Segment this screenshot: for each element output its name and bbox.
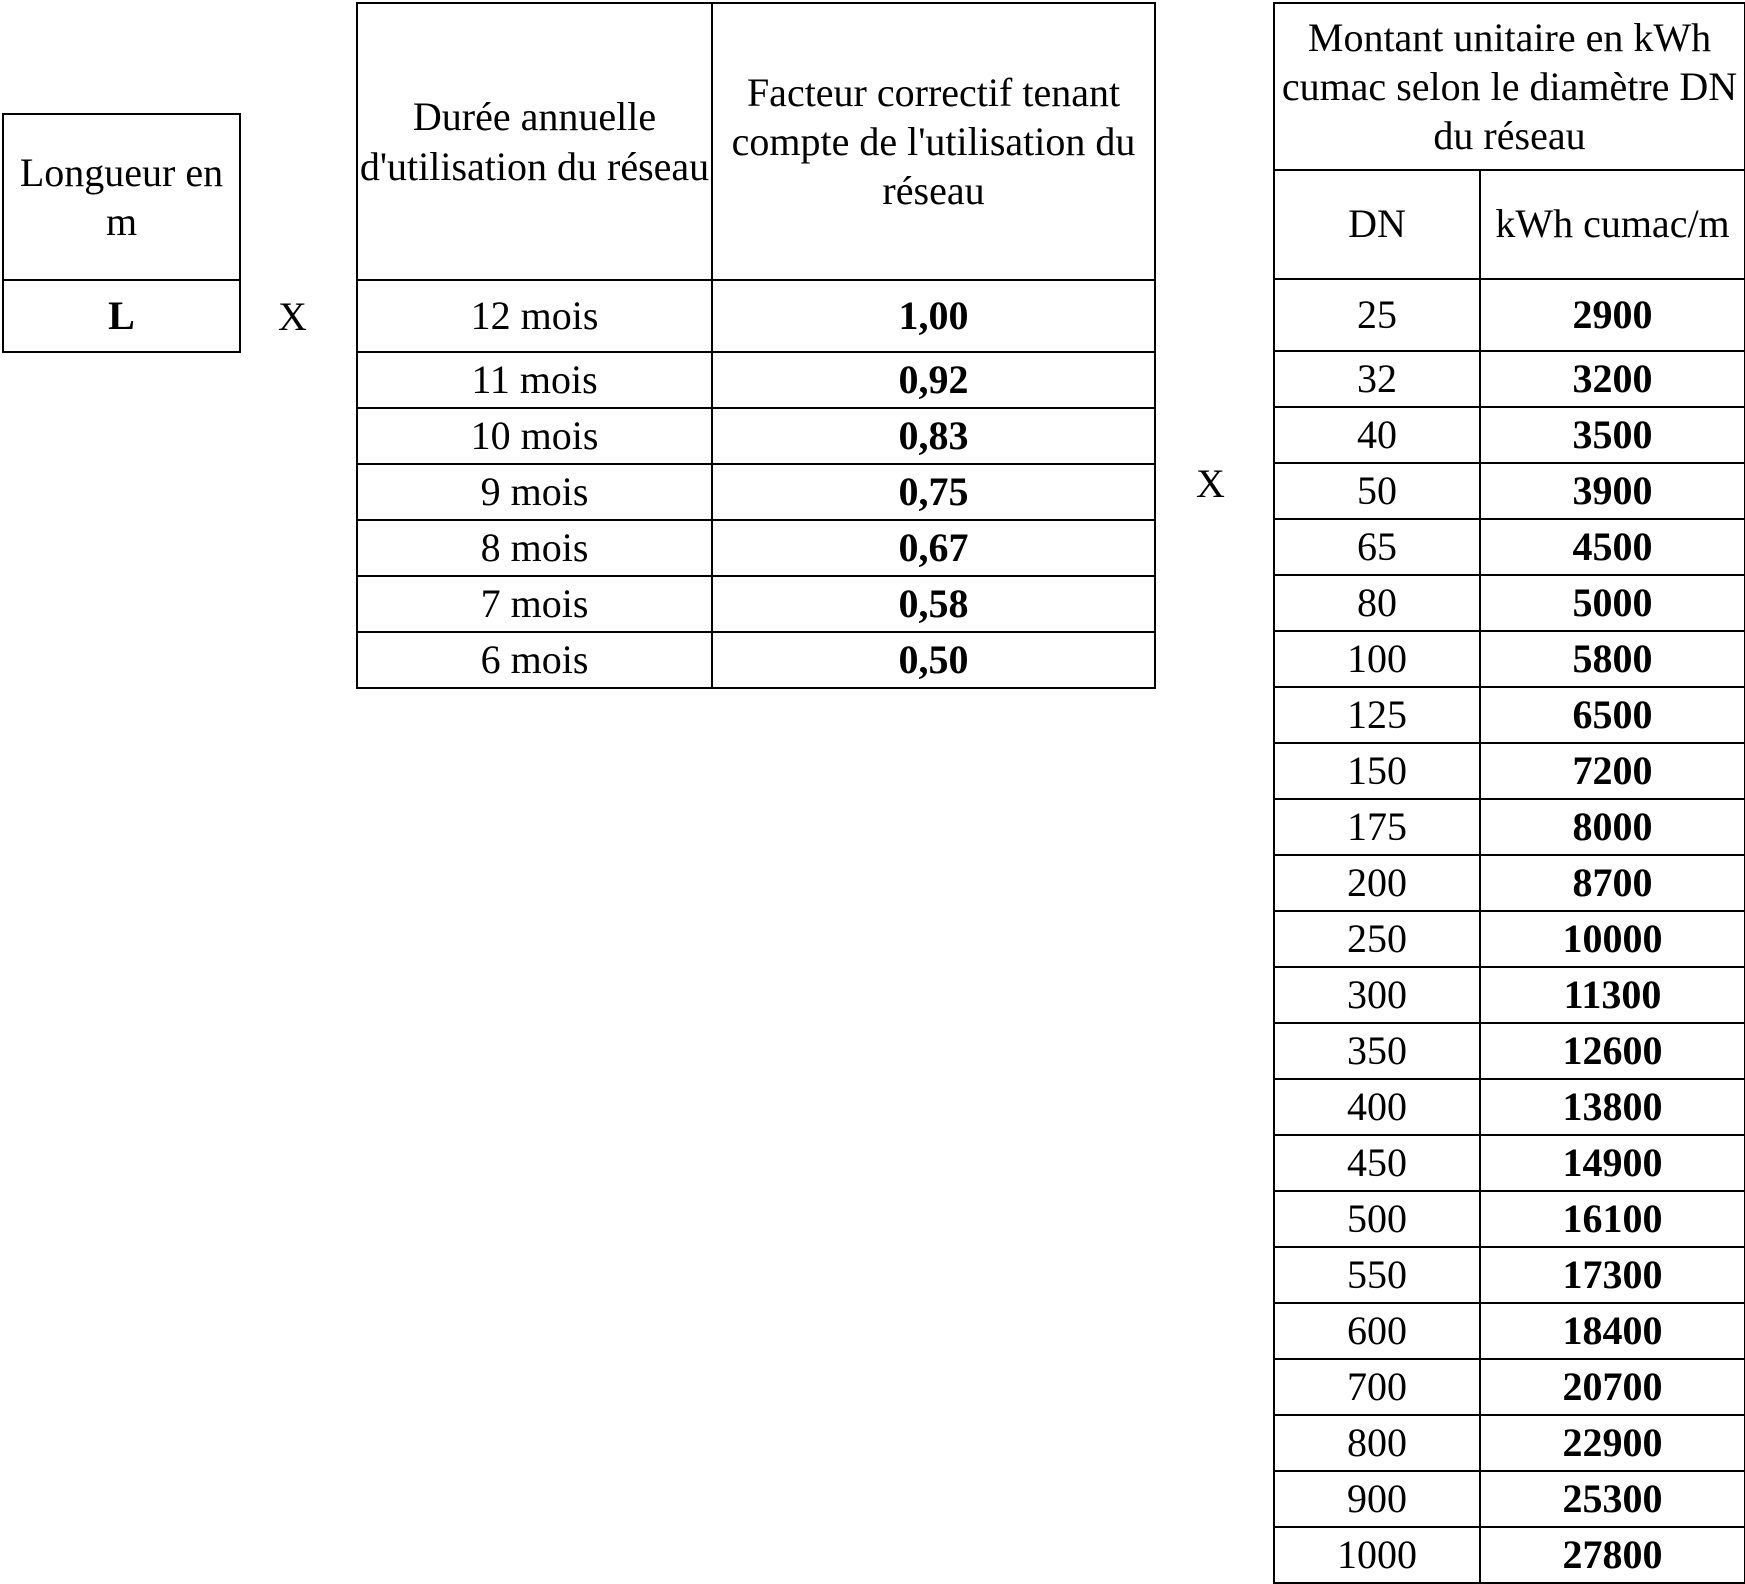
kwh-cell: 8000 bbox=[1480, 799, 1745, 855]
dn-table-title: Montant unitaire en kWh cumac selon le diamètre DN du réseau bbox=[1274, 3, 1745, 170]
dn-cell: 50 bbox=[1274, 463, 1480, 519]
duration-row bbox=[357, 280, 1155, 352]
kwh-cell: 25300 bbox=[1480, 1471, 1745, 1527]
kwh-cell: 20700 bbox=[1480, 1359, 1745, 1415]
kwh-cell: 2900 bbox=[1480, 279, 1745, 351]
kwh-cell: 10000 bbox=[1480, 911, 1745, 967]
duration-header-row bbox=[357, 3, 1155, 280]
kwh-cell: 8700 bbox=[1480, 855, 1745, 911]
factor-cell: 0,83 bbox=[712, 408, 1155, 464]
duration-row bbox=[357, 408, 1155, 464]
dn-row bbox=[1274, 911, 1745, 967]
dn-row bbox=[1274, 1247, 1745, 1303]
dn-cell: 200 bbox=[1274, 855, 1480, 911]
kwh-cell: 7200 bbox=[1480, 743, 1745, 799]
dn-row bbox=[1274, 855, 1745, 911]
kwh-cell: 5000 bbox=[1480, 575, 1745, 631]
dn-cell: 65 bbox=[1274, 519, 1480, 575]
duration-cell: 10 mois bbox=[357, 408, 712, 464]
dn-cell: 32 bbox=[1274, 351, 1480, 407]
kwh-cell: 5800 bbox=[1480, 631, 1745, 687]
duration-cell: 12 mois bbox=[357, 280, 712, 352]
duration-cell: 8 mois bbox=[357, 520, 712, 576]
kwh-cell: 3500 bbox=[1480, 407, 1745, 463]
duration-cell: 11 mois bbox=[357, 352, 712, 408]
dn-cell: 350 bbox=[1274, 1023, 1480, 1079]
dn-row bbox=[1274, 1471, 1745, 1527]
factor-cell: 1,00 bbox=[712, 280, 1155, 352]
dn-cell: 250 bbox=[1274, 911, 1480, 967]
duration-rows bbox=[357, 280, 1155, 688]
factor-cell: 0,92 bbox=[712, 352, 1155, 408]
duration-row bbox=[357, 520, 1155, 576]
dn-cell: 300 bbox=[1274, 967, 1480, 1023]
dn-cell: 25 bbox=[1274, 279, 1480, 351]
length-value: L bbox=[3, 280, 240, 352]
dn-cell: 500 bbox=[1274, 1191, 1480, 1247]
dn-row bbox=[1274, 1303, 1745, 1359]
dn-row bbox=[1274, 519, 1745, 575]
multiply-operator-1: X bbox=[278, 294, 307, 339]
multiply-operator-2: X bbox=[1196, 461, 1225, 506]
kwh-cell: 11300 bbox=[1480, 967, 1745, 1023]
kwh-cell: 6500 bbox=[1480, 687, 1745, 743]
dn-cell: 700 bbox=[1274, 1359, 1480, 1415]
kwh-cell: 3900 bbox=[1480, 463, 1745, 519]
kwh-cell: 4500 bbox=[1480, 519, 1745, 575]
dn-row bbox=[1274, 743, 1745, 799]
dn-cell: 550 bbox=[1274, 1247, 1480, 1303]
dn-title-row bbox=[1274, 3, 1745, 170]
dn-row bbox=[1274, 687, 1745, 743]
kwh-cell: 18400 bbox=[1480, 1303, 1745, 1359]
dn-row bbox=[1274, 351, 1745, 407]
factor-cell: 0,67 bbox=[712, 520, 1155, 576]
dn-row bbox=[1274, 799, 1745, 855]
kwh-cell: 13800 bbox=[1480, 1079, 1745, 1135]
duration-row bbox=[357, 632, 1155, 688]
kwh-cell: 27800 bbox=[1480, 1527, 1745, 1583]
dn-cell: 125 bbox=[1274, 687, 1480, 743]
duration-table bbox=[356, 2, 1156, 689]
dn-cell: 600 bbox=[1274, 1303, 1480, 1359]
dn-cell: 900 bbox=[1274, 1471, 1480, 1527]
length-value-row bbox=[3, 280, 240, 352]
dn-row bbox=[1274, 967, 1745, 1023]
dn-row bbox=[1274, 1191, 1745, 1247]
kwh-cell: 12600 bbox=[1480, 1023, 1745, 1079]
dn-cell: 40 bbox=[1274, 407, 1480, 463]
dn-cell: 150 bbox=[1274, 743, 1480, 799]
kwh-cell: 16100 bbox=[1480, 1191, 1745, 1247]
kwh-cell: 14900 bbox=[1480, 1135, 1745, 1191]
duration-row bbox=[357, 464, 1155, 520]
dn-row bbox=[1274, 1135, 1745, 1191]
kwh-cell: 22900 bbox=[1480, 1415, 1745, 1471]
kwh-cell: 3200 bbox=[1480, 351, 1745, 407]
dn-cell: 450 bbox=[1274, 1135, 1480, 1191]
dn-row bbox=[1274, 1527, 1745, 1583]
kwh-column-header: kWh cumac/m bbox=[1480, 170, 1745, 279]
kwh-cell: 17300 bbox=[1480, 1247, 1745, 1303]
dn-row bbox=[1274, 279, 1745, 351]
duration-row bbox=[357, 576, 1155, 632]
dn-cell: 100 bbox=[1274, 631, 1480, 687]
factor-cell: 0,75 bbox=[712, 464, 1155, 520]
duration-cell: 9 mois bbox=[357, 464, 712, 520]
factor-header: Facteur correctif tenant compte de l'utilisation du réseau bbox=[712, 3, 1155, 280]
dn-cell: 1000 bbox=[1274, 1527, 1480, 1583]
duration-row bbox=[357, 352, 1155, 408]
duration-cell: 6 mois bbox=[357, 632, 712, 688]
factor-cell: 0,50 bbox=[712, 632, 1155, 688]
dn-row bbox=[1274, 631, 1745, 687]
duration-cell: 7 mois bbox=[357, 576, 712, 632]
length-header-row bbox=[3, 114, 240, 280]
dn-column-header: DN bbox=[1274, 170, 1480, 279]
dn-column-header-row bbox=[1274, 170, 1745, 279]
dn-row bbox=[1274, 575, 1745, 631]
dn-rows bbox=[1274, 279, 1745, 1583]
length-header: Longueur en m bbox=[3, 114, 240, 280]
dn-row bbox=[1274, 407, 1745, 463]
dn-row bbox=[1274, 1023, 1745, 1079]
dn-cell: 400 bbox=[1274, 1079, 1480, 1135]
length-table bbox=[2, 113, 241, 353]
dn-cell: 175 bbox=[1274, 799, 1480, 855]
dn-row bbox=[1274, 1415, 1745, 1471]
dn-cell: 800 bbox=[1274, 1415, 1480, 1471]
dn-row bbox=[1274, 463, 1745, 519]
duration-header: Durée annuelle d'utilisation du réseau bbox=[357, 3, 712, 280]
dn-row bbox=[1274, 1359, 1745, 1415]
dn-row bbox=[1274, 1079, 1745, 1135]
diameter-table bbox=[1273, 2, 1745, 1584]
dn-cell: 80 bbox=[1274, 575, 1480, 631]
factor-cell: 0,58 bbox=[712, 576, 1155, 632]
